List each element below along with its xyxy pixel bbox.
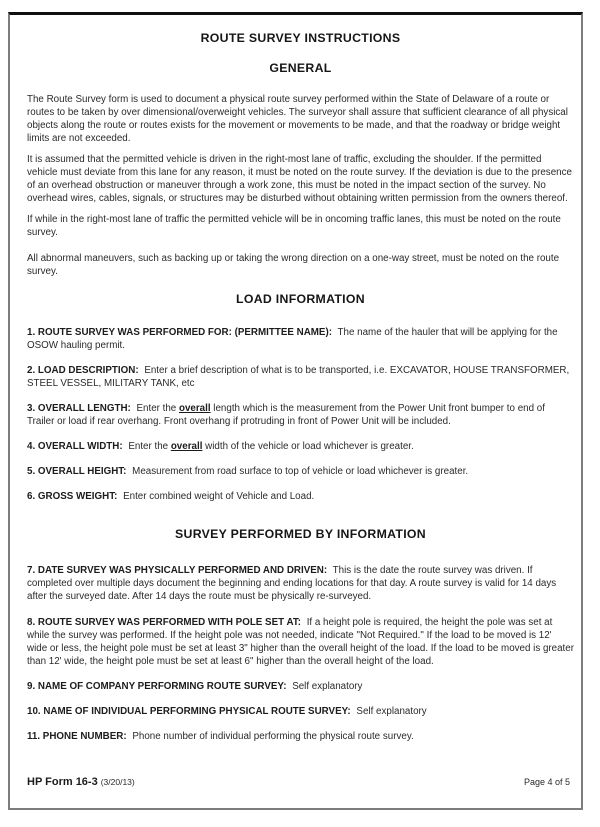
item-1-label: 1. ROUTE SURVEY WAS PERFORMED FOR: (PERMITTEE NAME): <box>27 327 332 338</box>
item-10-text: Self explanatory <box>353 706 427 717</box>
document-content <box>10 15 581 808</box>
general-paragraph-1: The Route Survey form is used to document a physical route survey performed within the State of Delaware of a route or routes to be taken by over dimensional/overweight vehicles. The surveyor shall assure that sufficient clearance of all physical objects along the route or routes exists for the movement or movements to be made, and that the roadway or bridge weight limits are not exceeded. <box>27 94 568 144</box>
page-title: ROUTE SURVEY INSTRUCTIONS <box>200 31 401 45</box>
item-5-text: Measurement from road surface to top of vehicle or load whichever is greater. <box>129 466 469 477</box>
item-3-text-after: length which is the measurement from the Power Unit front bumper to end of Trailer or load if rear overhang. Front overhang if protruding in front of Power Unit will be included. <box>27 403 545 427</box>
item-11-label: 11. PHONE NUMBER: <box>27 731 127 742</box>
item-10-label: 10. NAME OF INDIVIDUAL PERFORMING PHYSICAL ROUTE SURVEY: <box>27 706 351 717</box>
page-number: Page 4 of 5 <box>523 777 570 787</box>
instruction-item-6 <box>27 490 574 503</box>
item-9-label: 9. NAME OF COMPANY PERFORMING ROUTE SURVEY: <box>27 681 287 692</box>
instruction-item-3 <box>27 402 574 428</box>
item-3-text: Enter the <box>133 403 179 414</box>
item-2-label: 2. LOAD DESCRIPTION: <box>27 365 139 376</box>
item-8-label: 8. ROUTE SURVEY WAS PERFORMED WITH POLE SET AT: <box>27 617 301 628</box>
general-paragraph-3: If while in the right-most lane of traffic the permitted vehicle will be in oncoming traffic lanes, this must be noted on the route survey. <box>27 214 561 238</box>
footer-form-id-group <box>27 772 135 790</box>
item-1-text: The name of the hauler that will be applying for the OSOW hauling permit. <box>27 327 558 351</box>
item-4-text-after: width of the vehicle or load whichever is greater. <box>202 441 414 452</box>
instruction-item-5 <box>27 465 574 478</box>
section-heading-general: GENERAL <box>269 61 332 75</box>
page-footer <box>27 772 570 790</box>
item-7-label: 7. DATE SURVEY WAS PHYSICALLY PERFORMED AND DRIVEN: <box>27 565 328 576</box>
section-heading-load-information: LOAD INFORMATION <box>236 292 365 306</box>
item-11-text: Phone number of individual performing the physical route survey. <box>129 731 414 742</box>
section-heading-survey-performed-by: SURVEY PERFORMED BY INFORMATION <box>175 527 426 541</box>
instruction-item-9 <box>27 680 574 693</box>
instruction-item-2 <box>27 364 574 390</box>
document-page-border <box>8 12 583 810</box>
instruction-item-1 <box>27 326 574 352</box>
item-6-text: Enter combined weight of Vehicle and Load. <box>120 491 315 502</box>
item-4-text: Enter the <box>125 441 171 452</box>
item-9-text: Self explanatory <box>289 681 363 692</box>
instruction-item-4 <box>27 440 574 453</box>
item-3-label: 3. OVERALL LENGTH: <box>27 403 131 414</box>
item-8-text: If a height pole is required, the height the pole was set at while the survey was performed. If the height pole was not needed, indicate "Not Required." If the load to be moved is 12' wide or less, the height pole must be set at least 3" higher than the overall height of the load. If the load to be moved is greater than 12' wide, the height pole must be set at least 6" higher than the overall height of the load. <box>27 617 574 667</box>
instruction-item-11 <box>27 730 574 743</box>
instruction-item-7 <box>27 564 574 603</box>
instruction-item-8 <box>27 616 574 668</box>
item-7-text: This is the date the route survey was driven. If completed over multiple days document the beginning and ending locations for that day. A route survey is valid for 14 days after the surveyed date. After 14 days the route must be physically re-surveyed. <box>27 565 557 602</box>
general-paragraph-2: It is assumed that the permitted vehicle is driven in the right-most lane of traffic, excluding the shoulder. If the permitted vehicle must deviate from this lane for any reason, it must be noted on the route survey. If the deviation is due to the presence of an overhead obstruction or maneuver through a work zone, this must be noted in the impact section of the survey. No overhead wires, cables, signals, or structures may be disturbed without obtaining written permission from the owners thereof. <box>27 154 572 204</box>
general-paragraph-4: All abnormal maneuvers, such as backing up or taking the wrong direction on a one-way street, must be noted on the route survey. <box>27 253 560 277</box>
item-4-label: 4. OVERALL WIDTH: <box>27 441 123 452</box>
form-revision-date: (3/20/13) <box>100 777 135 787</box>
item-5-label: 5. OVERALL HEIGHT: <box>27 466 127 477</box>
item-6-label: 6. GROSS WEIGHT: <box>27 491 118 502</box>
item-4-underlined-word: overall <box>170 441 203 452</box>
instruction-item-10 <box>27 705 574 718</box>
item-3-underlined-word: overall <box>178 403 211 414</box>
form-number: HP Form 16-3 <box>27 776 98 788</box>
item-2-text: Enter a brief description of what is to be transported, i.e. EXCAVATOR, HOUSE TRANSFORMER, STEEL VESSEL, MILITARY TANK, etc <box>27 365 570 389</box>
